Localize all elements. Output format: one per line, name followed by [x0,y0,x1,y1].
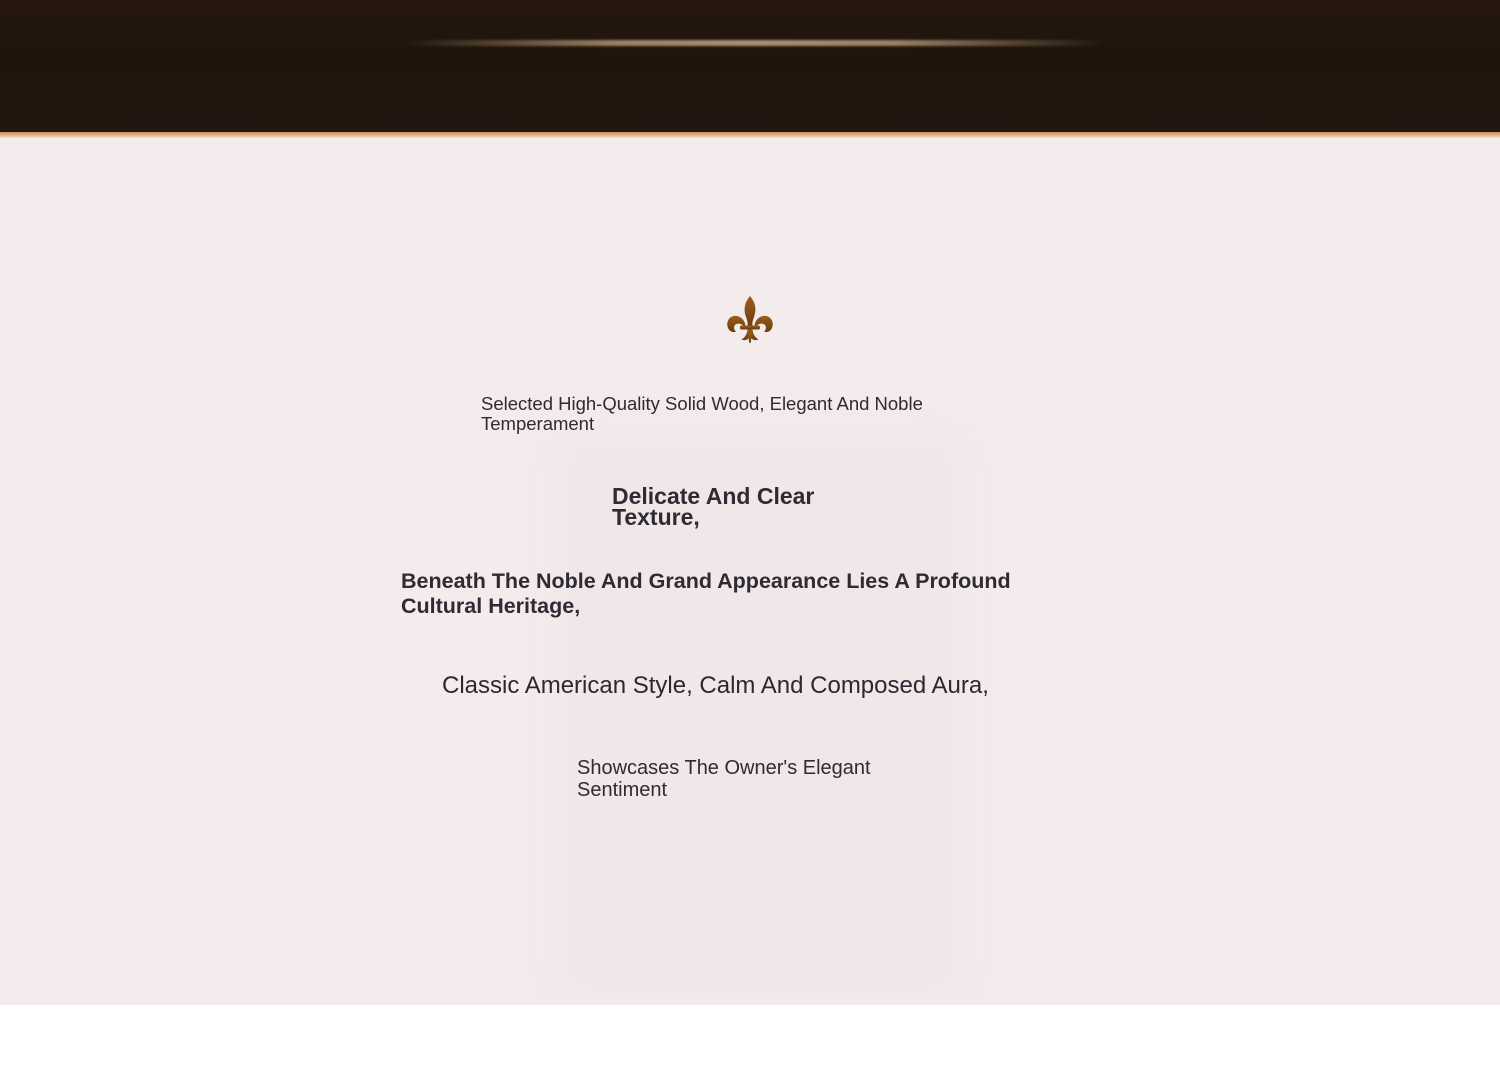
description-line-1: Selected High-Quality Solid Wood, Elegant And Noble Temperament [481,393,923,434]
description-line-2: Delicate And Clear Texture, [612,483,815,530]
product-description-section [0,138,1500,1005]
banner-nav [0,0,1500,14]
top-banner [0,0,1500,132]
description-line-3: Beneath The Noble And Grand Appearance Lies A Profound Cultural Heritage, [401,569,1011,618]
page-bottom-area [0,1005,1500,1089]
description-line-5: Showcases The Owner's Elegant Sentiment [577,757,871,801]
banner-nav-item-4[interactable] [1100,0,1340,14]
banner-nav-item-3[interactable] [805,0,1005,14]
description-line-4: Classic American Style, Calm And Composed Aura, [442,672,989,699]
banner-nav-item-2[interactable] [480,0,680,14]
banner-divider-glow [405,40,1105,46]
banner-nav-item-1[interactable] [175,0,355,14]
fleur-de-lis-icon [725,295,775,345]
